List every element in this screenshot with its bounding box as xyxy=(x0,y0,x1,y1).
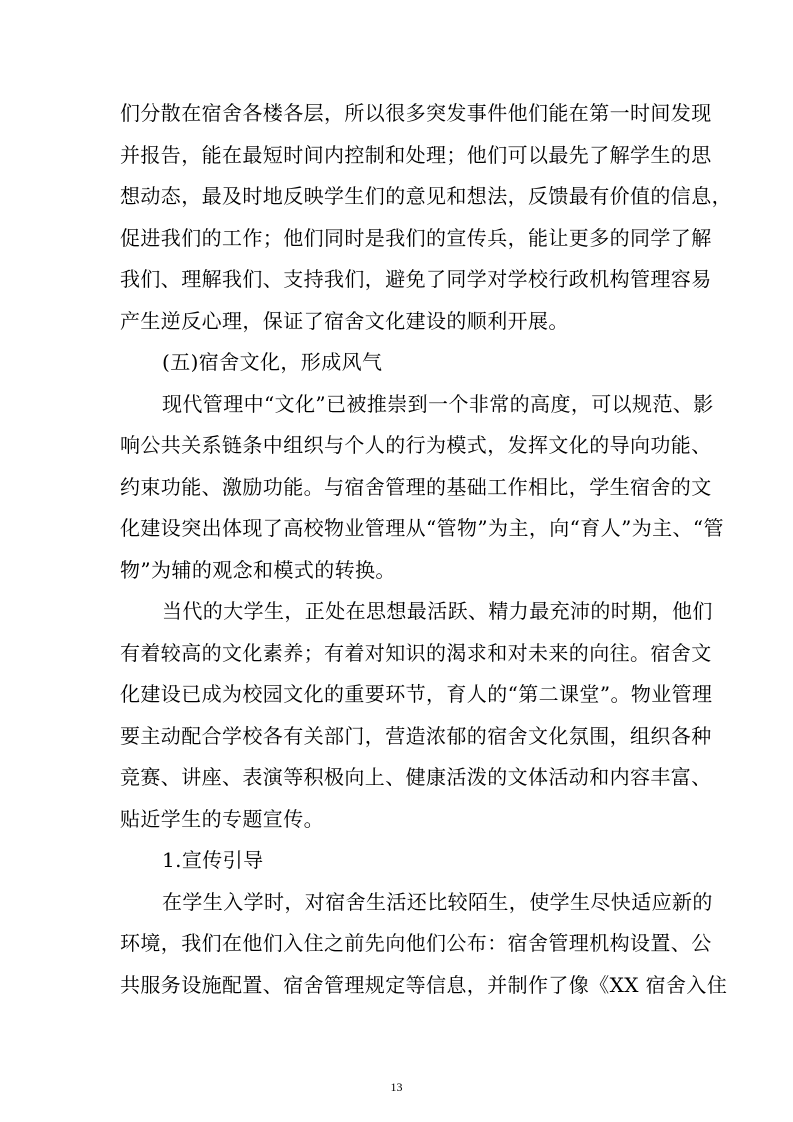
text-line: 环境，我们在他们入住之前先向他们公布：宿舍管理机构设置、公 xyxy=(120,931,712,955)
text-line: 共服务设施配置、宿舍管理规定等信息，并制作了像《XX 宿舍入住 xyxy=(120,972,728,997)
text-line: 现代管理中“文化”已被推崇到一个非常的高度，可以规范、影 xyxy=(162,391,714,416)
text-line: 化建设突出体现了高校物业管理从“管物”为主，向“育人”为主、“管 xyxy=(120,516,724,540)
text-line: 竞赛、讲座、表演等积极向上、健康活泼的文体活动和内容丰富、 xyxy=(120,765,712,789)
text-line: 想动态，最及时地反映学生们的意见和想法，反馈最有价值的信息， xyxy=(120,184,732,208)
text-line: 有着较高的文化素养；有着对知识的渴求和对未来的向往。宿舍文 xyxy=(120,640,712,665)
section-heading: (五)宿舍文化，形成风气 xyxy=(162,350,383,374)
text-line: 们分散在宿舍各楼各层，所以很多突发事件他们能在第一时间发现 xyxy=(120,101,712,125)
text-line: 并报告，能在最短时间内控制和处理；他们可以最先了解学生的思 xyxy=(120,142,712,167)
text-line: 约束功能、激励功能。与宿舍管理的基础工作相比，学生宿舍的文 xyxy=(120,474,712,499)
text-line: 化建设已成为校园文化的重要环节，育人的“第二课堂”。物业管理 xyxy=(120,682,713,706)
text-line: 要主动配合学校各有关部门，营造浓郁的宿舍文化氛围，组织各种 xyxy=(120,723,712,748)
text-line: 响公共关系链条中组织与个人的行为模式，发挥文化的导向功能、 xyxy=(120,433,712,457)
text-line: 物”为辅的观念和模式的转换。 xyxy=(120,557,396,582)
text-line: 在学生入学时，对宿舍生活还比较陌生，使学生尽快适应新的 xyxy=(162,889,713,914)
document-body xyxy=(120,93,732,1006)
text-line: 贴近学生的专题宣传。 xyxy=(120,806,324,831)
subsection-heading: 1.宣传引导 xyxy=(162,848,264,872)
text-line: 当代的大学生，正处在思想最活跃、精力最充沛的时期，他们 xyxy=(162,599,713,623)
text-line: 我们、理解我们、支持我们，避免了同学对学校行政机构管理容易 xyxy=(120,267,712,291)
page-number: 13 xyxy=(390,1080,403,1094)
text-line: 促进我们的工作；他们同时是我们的宣传兵，能让更多的同学了解 xyxy=(120,225,712,250)
text-line: 产生逆反心理，保证了宿舍文化建设的顺利开展。 xyxy=(120,308,569,333)
